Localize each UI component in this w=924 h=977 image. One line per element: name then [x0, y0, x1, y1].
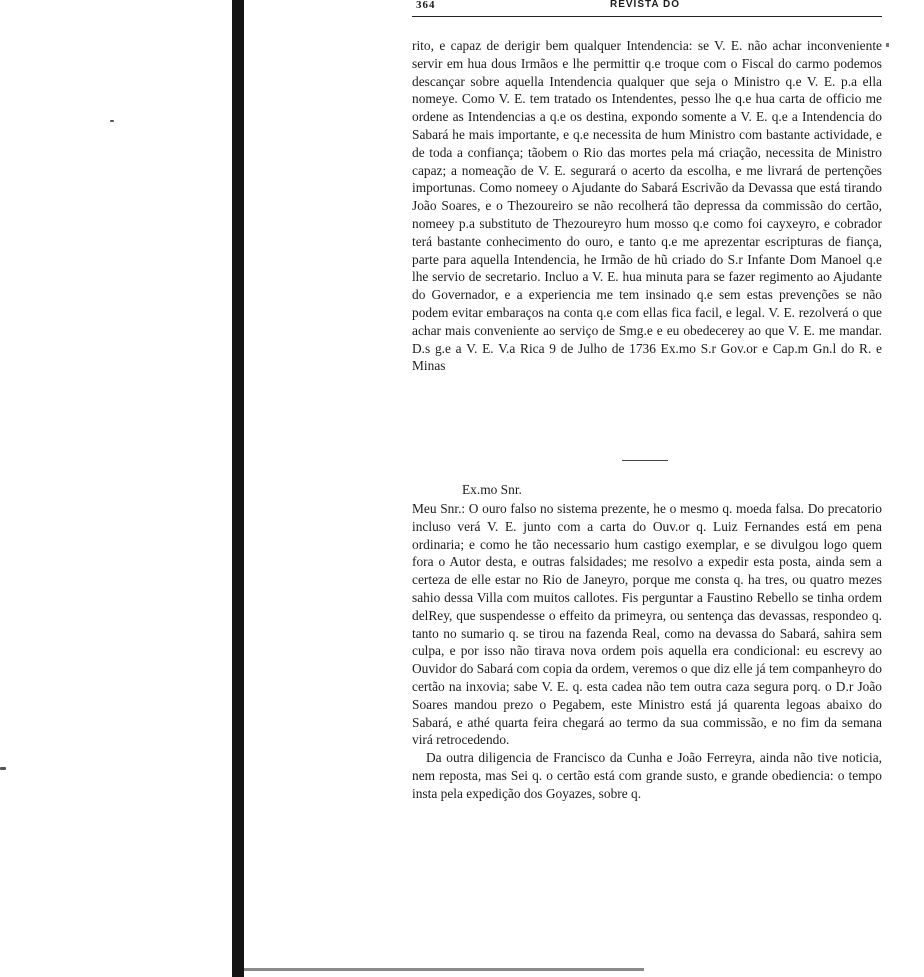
running-title: REVISTA DO: [610, 0, 681, 10]
salutation: Ex.mo Snr.: [462, 482, 522, 497]
edge-speck: [886, 43, 889, 47]
letter-continuation-text: [412, 37, 882, 375]
letter-body: [412, 500, 882, 803]
left-page-margin: [0, 0, 232, 977]
bottom-edge-shadow: [244, 968, 644, 971]
paragraph: rito, e capaz de derigir bem qualquer Intendencia: se V. E. não achar inconveniente servir em hua dous Irmãos e lhe permittir q.e troque com o Fiscal do carmo podemos descançar sobre aquella Intendencia qualquer que seja o Ministro q.e V. E. p.a ella nomeye. Como V. E. tem tratado os Intendentes, pesso lhe q.e hua carta de officio me ordene as Intendencias a q.e os destina, expondo somente a V. E. q.e a Intendencia do Sabará he mais importante, e q.e necessita de hum Ministro com bastante actividade, e de toda a confiança; tãobem o Rio das mortes pela má criação, necessita de Ministro capaz; a nomeação de V. E. segurará o acerto da escolha, e me livrará de pertenções importunas. Como nomeey o Ajudante do Sabará Escrivão da Devassa que está tirando João Soares, e o Thezoureiro se não recolherá tão depressa da commissão do certão, nomeey p.a substituto de Thezoureyro hum mosso q.e como foi cayxeyro, e cobrador terá bastante conhecimento do ouro, e tanto q.e me aprezentar escripturas de fiança, parte para aquella Intendencia, he Irmão de hũ criado do S.r Infante Dom Manoel q.e lhe servio de secretario. Incluo a V. E. hua minuta para se fazer regimento ao Ajudante do Governador, e a experiencia me tem insinado q.e sem estas prevenções se não podem evitar embaraços na conta q.e com ellas fica facil, e legal. V. E. rezolverá o que achar mais conveniente ao serviço de Smg.e e eu obedecerey ao que V. E. me mandar. D.s g.e a V. E. V.a Rica 9 de Julho de 1736 Ex.mo S.r Gov.or e Cap.m Gn.l do R. e Minas: [412, 38, 882, 374]
margin-speck: [110, 120, 114, 122]
page-number: 364: [416, 0, 436, 11]
margin-speck: [0, 767, 6, 770]
header-rule: [412, 16, 882, 17]
paragraph: Da outra diligencia de Francisco da Cunha e João Ferreyra, ainda não tive noticia, nem reposta, mas Sei q. o certão está com grande susto, e grande obediencia: o tempo insta pela expedição dos Goyazes, sobre q.: [412, 750, 882, 801]
spine-bleed-through: [232, 385, 244, 515]
running-header: [412, 0, 882, 16]
paragraph: Meu Snr.: O ouro falso no sistema prezente, he o mesmo q. moeda falsa. Do precatorio incluso verá V. E. junto com a carta do Ouv.or q. Luiz Fernandes está em pena ordinaria; e como he tão necessario hum castigo exemplar, e se divulgou logo quem fora o Autor desta, e outras falsidades; me resolvo a expedir esta posta, ainda sem a certeza de elle estar no Rio de Janeyro, porque me consta q. ha tres, ou quatro mezes sahio dessa Villa com muitos callotes. Fis perguntar a Faustino Rebello se tinha ordem delRey, que suspendesse o effeito da primeyra, ou sentença das devassas, respondeo q. tanto no sumario q. se tirou na fazenda Real, como na devassa do Sabará, sahira sem culpa, e por isso não tirava nova ordem pois aquella era condicional: eu escrevy ao Ouvidor do Sabará com copia da ordem, veremos o que diz elle já tem companheyro do certão na inxovia; sabe V. E. q. esta cadea não tem outra caza segura porq. o D.r João Soares mandou prezo o Pegabem, este Ministro está já quarenta legoas abaixo do Sabará, e athé quarta feira chegará ao termo da sua commissão, e no fim da semana virá retrocedendo.: [412, 501, 883, 748]
section-divider: [622, 460, 668, 461]
